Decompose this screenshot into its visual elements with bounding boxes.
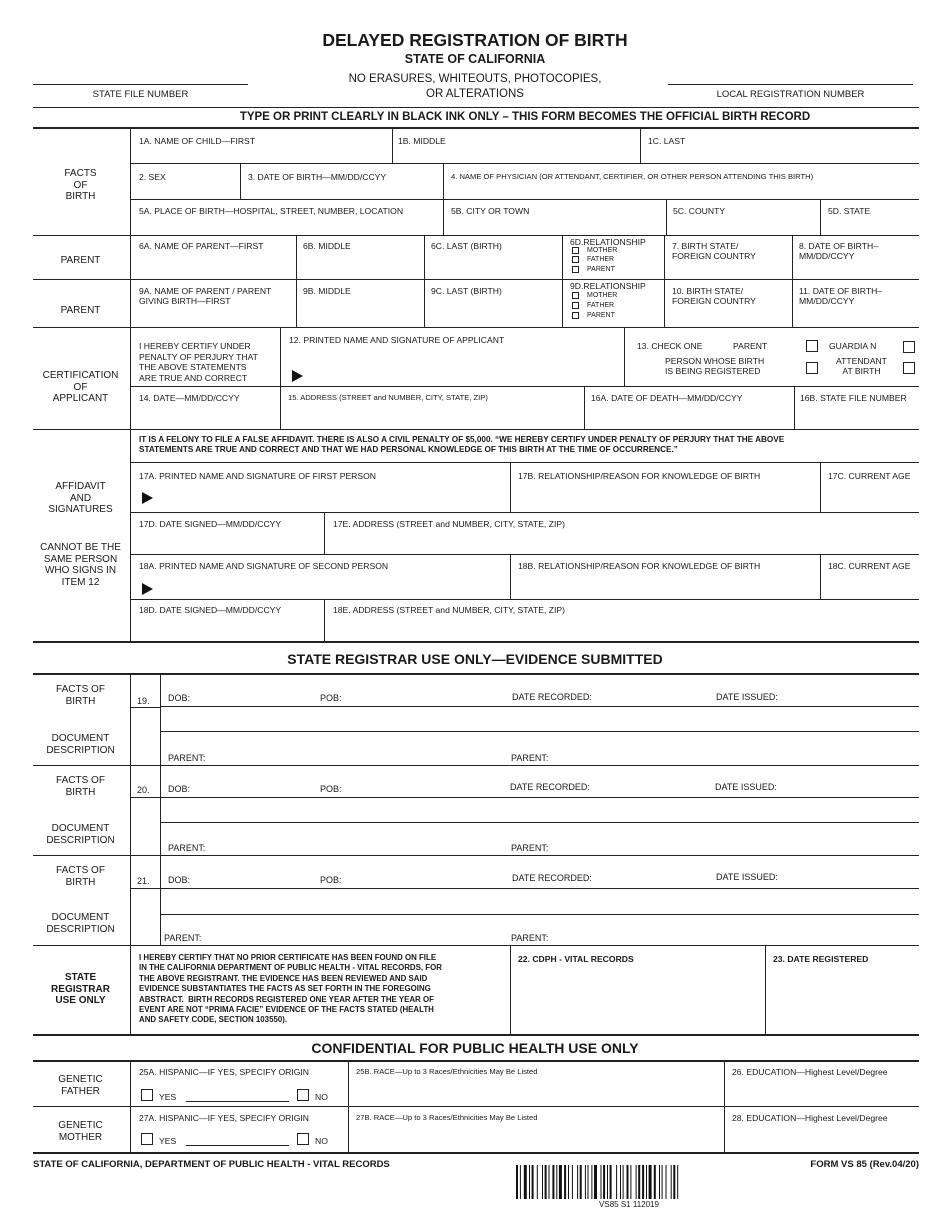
- father-race-input[interactable]: [349, 1080, 723, 1104]
- father-yes-label: YES: [159, 1092, 177, 1102]
- field-6d-label: 6D.RELATIONSHIP: [570, 237, 646, 247]
- barcode-bar: [532, 1165, 534, 1199]
- field-3-label: 3. DATE OF BIRTH—MM/DD/CCYY: [248, 172, 387, 182]
- field-7-label: 7. BIRTH STATE/ FOREIGN COUNTRY: [672, 241, 756, 261]
- barcode-bar: [524, 1165, 527, 1199]
- barcode-bar: [623, 1165, 624, 1199]
- second-person-address-input[interactable]: [325, 618, 919, 640]
- date-of-death-input[interactable]: [585, 406, 793, 428]
- parent1-date-of-birth-input[interactable]: [793, 262, 919, 278]
- checkbox-9d-mother[interactable]: [572, 292, 579, 299]
- field-17a-label: 17A. PRINTED NAME AND SIGNATURE OF FIRST PERSON: [139, 471, 377, 481]
- section-cannot-be: CANNOT BE THE SAME PERSON WHO SIGNS IN ITEM 12: [40, 542, 121, 588]
- barcode-bar: [627, 1165, 629, 1199]
- father-origin-input[interactable]: [186, 1101, 289, 1102]
- barcode-bar: [673, 1165, 675, 1199]
- sex-input[interactable]: [131, 164, 239, 198]
- field-25b-label: 25B. RACE—Up to 3 Races/Ethnicities May Be Listed: [356, 1067, 538, 1076]
- checkbox-6d-father[interactable]: [572, 256, 579, 263]
- field-18a-label: 18A. PRINTED NAME AND SIGNATURE OF SECOND PERSON: [139, 561, 389, 571]
- item-20-number: 20.: [137, 785, 150, 795]
- barcode-bar: [607, 1165, 608, 1199]
- field-16a-label: 16A. DATE OF DEATH—MM/DD/CCYY: [591, 393, 743, 403]
- parent1-first-name-input[interactable]: [131, 262, 295, 278]
- barcode-bar: [529, 1165, 530, 1199]
- parent-19-label-b: PARENT:: [511, 753, 549, 763]
- option-guardian-label: GUARDIA N: [829, 341, 877, 351]
- form-title: DELAYED REGISTRATION OF BIRTH: [322, 30, 628, 50]
- barcode-bar: [568, 1165, 569, 1199]
- child-last-name-input[interactable]: [641, 128, 919, 162]
- checkbox-father-hispanic-yes[interactable]: [141, 1089, 153, 1101]
- field-25a-label: 25A. HISPANIC—IF YES, SPECIFY ORIGIN: [139, 1067, 310, 1077]
- barcode-bar: [577, 1165, 578, 1199]
- checkbox-9d-father[interactable]: [572, 302, 579, 309]
- parent1-birth-state-input[interactable]: [665, 262, 791, 278]
- field-2-label: 2. SEX: [139, 172, 166, 182]
- barcode-bar: [616, 1165, 617, 1199]
- checkbox-9d-parent[interactable]: [572, 312, 579, 319]
- field-8-label: 8. DATE OF BIRTH-- MM/DD/CCYY: [799, 241, 879, 261]
- checkbox-mother-hispanic-yes[interactable]: [141, 1133, 153, 1145]
- mother-race-input[interactable]: [349, 1126, 723, 1150]
- rule: [160, 888, 919, 889]
- divider: [280, 327, 281, 386]
- child-middle-name-input[interactable]: [393, 128, 639, 162]
- checkbox-parent[interactable]: [806, 340, 818, 352]
- rule: [160, 797, 919, 798]
- dob-20-label: DOB:: [168, 784, 191, 794]
- barcode-bar: [603, 1165, 605, 1199]
- date-issued-20-label: DATE ISSUED:: [715, 782, 777, 792]
- section-parent-1: PARENT: [60, 255, 101, 266]
- form-note-line1: NO ERASURES, WHITEOUTS, PHOTOCOPIES,: [348, 73, 602, 85]
- barcode-bar: [552, 1165, 554, 1199]
- rule: [130, 888, 160, 889]
- divider: [562, 279, 563, 327]
- rule: [33, 1106, 919, 1107]
- barcode-bar: [520, 1165, 521, 1199]
- document-label-20: DOCUMENT DESCRIPTION: [46, 823, 115, 846]
- parent2-middle-name-input[interactable]: [297, 308, 423, 326]
- city-input[interactable]: [444, 200, 665, 234]
- rule: [130, 386, 919, 387]
- local-registration-number-label: LOCAL REGISTRATION NUMBER: [716, 89, 865, 100]
- parent1-middle-name-input[interactable]: [297, 262, 423, 278]
- barcode-bar: [636, 1165, 637, 1199]
- field-6c-label: 6C. LAST (BIRTH): [431, 241, 502, 251]
- field-27a-label: 27A. HISPANIC—IF YES, SPECIFY ORIGIN: [139, 1113, 310, 1123]
- barcode-bar: [620, 1165, 621, 1199]
- field-17e-label: 17E. ADDRESS (STREET and NUMBER, CITY, STATE, ZIP): [333, 519, 565, 529]
- field-6b-label: 6B. MIDDLE: [303, 241, 351, 251]
- barcode-bar: [588, 1165, 589, 1199]
- field-17c-label: 17C. CURRENT AGE: [828, 471, 911, 481]
- death-state-file-number-input[interactable]: [795, 406, 919, 428]
- checkbox-person[interactable]: [806, 362, 818, 374]
- field-6a-label: 6A. NAME OF PARENT—FIRST: [139, 241, 264, 251]
- label-9d-parent: PARENT: [587, 312, 615, 319]
- field-4-label: 4. NAME OF PHYSICIAN (OR ATTENDANT, CERTIFIER, OR OTHER PERSON ATTENDING THIS BIRTH): [451, 172, 814, 181]
- local-registration-number-field[interactable]: [668, 84, 913, 85]
- rule: [33, 641, 919, 643]
- field-28-label: 28. EDUCATION—Highest Level/Degree: [732, 1113, 888, 1123]
- barcode-bar: [580, 1165, 582, 1199]
- label-6d-father: FATHER: [587, 256, 615, 263]
- divider: [624, 327, 625, 386]
- field-11-label: 11. DATE OF BIRTH– MM/DD/CCYY: [799, 286, 883, 306]
- second-person-date-signed-input[interactable]: [131, 618, 323, 640]
- rule: [33, 429, 919, 430]
- field-18e-label: 18E. ADDRESS (STREET and NUMBER, CITY, STATE, ZIP): [333, 605, 565, 615]
- field-5a-label: 5A. PLACE OF BIRTH—HOSPITAL, STREET, NUMBER, LOCATION: [139, 206, 404, 216]
- parent2-birth-state-input[interactable]: [665, 308, 791, 326]
- field-26-label: 26. EDUCATION—Highest Level/Degree: [732, 1067, 888, 1077]
- rule: [130, 462, 919, 463]
- evidence-20-document-input[interactable]: [161, 799, 918, 821]
- facts-label-21: FACTS OF BIRTH: [56, 865, 105, 888]
- parent-20-label-a: PARENT:: [168, 843, 206, 853]
- parent2-date-of-birth-input[interactable]: [793, 308, 919, 326]
- checkbox-6d-mother[interactable]: [572, 247, 579, 254]
- option-parent-label: PARENT: [733, 341, 768, 351]
- rule: [160, 706, 919, 707]
- barcode-text: VS85 S1 112019: [599, 1200, 659, 1209]
- certify-statement: I HEREBY CERTIFY UNDER PENALTY OF PERJURY THAT THE ABOVE STATEMENTS ARE TRUE AND CORRECT: [139, 341, 258, 383]
- barcode-bar: [572, 1165, 573, 1199]
- field-18c-label: 18C. CURRENT AGE: [828, 561, 911, 571]
- rule: [33, 327, 919, 328]
- date-of-birth-input[interactable]: [241, 164, 442, 198]
- date-recorded-21-label: DATE RECORDED:: [512, 873, 592, 883]
- certification-date-input[interactable]: [131, 406, 279, 428]
- pob-20-label: POB:: [320, 784, 342, 794]
- section-certification: CERTIFICATION OF APPLICANT: [42, 370, 119, 404]
- facts-label-20: FACTS OF BIRTH: [56, 775, 105, 798]
- checkbox-father-hispanic-no[interactable]: [297, 1089, 309, 1101]
- instructions: TYPE OR PRINT CLEARLY IN BLACK INK ONLY – THIS FORM BECOMES THE OFFICIAL BIRTH RECORD: [239, 111, 811, 123]
- field-1c-label: 1C. LAST: [648, 136, 686, 146]
- item-21-number: 21.: [137, 876, 150, 886]
- option-attendant-label: ATTENDANT AT BIRTH: [836, 356, 887, 376]
- barcode-bar: [659, 1165, 660, 1199]
- physician-name-input[interactable]: [444, 164, 919, 198]
- felony-warning: IT IS A FELONY TO FILE A FALSE AFFIDAVIT. THERE IS ALSO A CIVIL PENALTY OF $5,000. “WE HEREBY CERTIFY UNDER PENALTY OF PERJURY THAT THE ABOVE STATEMENTS ARE TRUE AND CORRECT AND THAT WE HAD PERSONAL KNOWLEDGE OF THIS BIRTH AT THE TIME OF OCCURRENCE.”: [139, 435, 785, 454]
- rule: [33, 235, 919, 236]
- dob-21-label: DOB:: [168, 875, 191, 885]
- first-person-date-signed-input[interactable]: [131, 532, 323, 553]
- rule: [160, 914, 919, 915]
- barcode-bar: [591, 1165, 592, 1199]
- field-9c-label: 9C. LAST (BIRTH): [431, 286, 502, 296]
- cdph-vital-records-input[interactable]: [511, 968, 764, 1032]
- barcode-bar: [559, 1165, 562, 1199]
- date-issued-19-label: DATE ISSUED:: [716, 692, 778, 702]
- pob-21-label: POB:: [320, 875, 342, 885]
- label-6d-mother: MOTHER: [587, 247, 618, 254]
- field-1a-label: 1A. NAME OF CHILD—FIRST: [139, 136, 256, 146]
- barcode-bar: [662, 1165, 663, 1199]
- rule: [33, 279, 919, 280]
- field-10-label: 10. BIRTH STATE/ FOREIGN COUNTRY: [672, 286, 756, 306]
- genetic-father-label: GENETIC FATHER: [58, 1074, 103, 1097]
- signature-arrow-icon: [142, 583, 153, 595]
- rule: [33, 1034, 919, 1036]
- section-facts-of-birth: FACTS OF BIRTH: [64, 168, 97, 202]
- field-14-label: 14. DATE—MM/DD/CCYY: [139, 393, 240, 403]
- state-file-number-field[interactable]: [33, 84, 248, 85]
- footer-form-number: FORM VS 85 (Rev.04/20): [810, 1159, 919, 1170]
- label-9d-mother: MOTHER: [587, 292, 618, 299]
- registrar-certify-text: I HEREBY CERTIFY THAT NO PRIOR CERTIFICATE HAS BEEN FOUND ON FILE IN THE CALIFORNIA DEPARTMENT OF PUBLIC HEALTH - VITAL RECORDS, FOR THE ABOVE REGISTRANT. THE EVIDENCE HAS BEEN REVIEWED AND SAID EVIDENCE SUBSTANTIATES THE FACTS AS SET FORTH IN THE FOREGOING ABSTRACT. BIRTH RECORDS REGISTERED ONE YEAR AFTER THE YEAR OF EVENT ARE NOT “PRIMA FACIE” EVIDENCE OF THE FACTS STATED (HEALTH AND SAFETY CODE, SECTION 103550).: [139, 953, 442, 1025]
- place-of-birth-input[interactable]: [131, 200, 442, 234]
- field-5c-label: 5C. COUNTY: [673, 206, 726, 216]
- signature-arrow-icon: [292, 370, 303, 382]
- rule: [130, 599, 919, 600]
- second-person-age-input[interactable]: [821, 574, 919, 598]
- field-17d-label: 17D. DATE SIGNED—MM/DD/CCYY: [139, 519, 282, 529]
- first-person-age-input[interactable]: [821, 484, 919, 510]
- date-recorded-19-label: DATE RECORDED:: [512, 692, 592, 702]
- parent2-first-name-input[interactable]: [131, 308, 295, 326]
- barcode-bar: [642, 1165, 644, 1199]
- barcode-bar: [677, 1165, 678, 1199]
- rule: [33, 855, 919, 856]
- facts-label-19: FACTS OF BIRTH: [56, 684, 105, 707]
- genetic-mother-label: GENETIC MOTHER: [58, 1120, 103, 1143]
- state-file-number-label: STATE FILE NUMBER: [92, 89, 189, 100]
- mother-no-label: NO: [315, 1136, 328, 1146]
- rule: [33, 673, 919, 675]
- dob-19-label: DOB:: [168, 693, 191, 703]
- checkbox-guardian[interactable]: [903, 341, 915, 353]
- signature-arrow-icon: [142, 492, 153, 504]
- rule: [33, 765, 919, 766]
- registrar-heading: STATE REGISTRAR USE ONLY—EVIDENCE SUBMITTED: [287, 651, 663, 667]
- mother-education-input[interactable]: [725, 1126, 919, 1150]
- father-no-label: NO: [315, 1092, 328, 1102]
- barcode-bar: [545, 1165, 547, 1199]
- date-registered-input[interactable]: [766, 968, 919, 1032]
- barcode: [516, 1165, 742, 1199]
- field-18d-label: 18D. DATE SIGNED—MM/DD/CCYY: [139, 605, 282, 615]
- rule: [130, 707, 160, 708]
- field-18b-label: 18B. RELATIONSHIP/REASON FOR KNOWLEDGE OF BIRTH: [518, 561, 761, 571]
- second-person-signature-input[interactable]: [160, 574, 506, 598]
- barcode-bar: [649, 1165, 652, 1199]
- rule: [160, 731, 919, 732]
- checkbox-attendant[interactable]: [903, 362, 915, 374]
- field-23-label: 23. DATE REGISTERED: [773, 954, 869, 964]
- rule: [33, 945, 919, 946]
- rule: [33, 1152, 919, 1154]
- mother-origin-input[interactable]: [186, 1145, 289, 1146]
- barcode-bar: [666, 1165, 667, 1199]
- evidence-21-document-input[interactable]: [161, 890, 918, 913]
- rule: [130, 797, 160, 798]
- pob-19-label: POB:: [320, 693, 342, 703]
- second-person-relationship-input[interactable]: [511, 574, 819, 598]
- date-issued-21-label: DATE ISSUED:: [716, 872, 778, 882]
- divider: [130, 945, 131, 1034]
- field-13-label: 13. CHECK ONE: [637, 341, 703, 351]
- parent-20-label-b: PARENT:: [511, 843, 549, 853]
- state-input[interactable]: [821, 200, 919, 234]
- section-affidavit: AFFIDAVIT AND SIGNATURES: [48, 481, 113, 515]
- checkbox-mother-hispanic-no[interactable]: [297, 1133, 309, 1145]
- rule: [160, 822, 919, 823]
- barcode-bar: [542, 1165, 543, 1199]
- barcode-bar: [549, 1165, 550, 1199]
- father-education-input[interactable]: [725, 1080, 919, 1104]
- barcode-bar: [610, 1165, 612, 1199]
- field-9a-label: 9A. NAME OF PARENT / PARENT GIVING BIRTH—FIRST: [139, 286, 272, 306]
- field-12-label: 12. PRINTED NAME AND SIGNATURE OF APPLICANT: [289, 335, 505, 345]
- applicant-signature-input[interactable]: [310, 360, 620, 384]
- barcode-bar: [516, 1165, 518, 1199]
- header-rule: [33, 107, 919, 108]
- barcode-bar: [630, 1165, 631, 1199]
- barcode-bar: [564, 1165, 566, 1199]
- divider: [130, 673, 131, 945]
- field-5d-label: 5D. STATE: [828, 206, 871, 216]
- field-16b-label: 16B. STATE FILE NUMBER: [800, 393, 907, 403]
- parent-21-label-b: PARENT:: [511, 933, 549, 943]
- field-5b-label: 5B. CITY OR TOWN: [451, 206, 530, 216]
- form-note-line2: OR ALTERATIONS: [426, 88, 524, 100]
- first-person-signature-input[interactable]: [160, 484, 506, 510]
- barcode-bar: [585, 1165, 586, 1199]
- form-state: STATE OF CALIFORNIA: [404, 52, 546, 66]
- barcode-bar: [601, 1165, 602, 1199]
- barcode-graphic: [516, 1165, 742, 1199]
- barcode-bar: [537, 1165, 538, 1199]
- field-1b-label: 1B. MIDDLE: [398, 136, 446, 146]
- barcode-bar: [654, 1165, 656, 1199]
- document-label-19: DOCUMENT DESCRIPTION: [46, 733, 115, 756]
- parent2-last-name-input[interactable]: [425, 308, 561, 326]
- applicant-address-input[interactable]: [281, 406, 583, 428]
- state-registrar-label: STATE REGISTRAR USE ONLY: [51, 972, 110, 1006]
- field-15-label: 15. ADDRESS (STREET and NUMBER, CITY, STATE, ZIP): [288, 393, 488, 402]
- barcode-bar: [594, 1165, 597, 1199]
- label-6d-parent: PARENT: [587, 266, 615, 273]
- parent-19-label-a: PARENT:: [168, 753, 206, 763]
- barcode-bar: [556, 1165, 557, 1199]
- barcode-bar: [638, 1165, 640, 1199]
- section-parent-2: PARENT: [60, 305, 101, 316]
- field-22-label: 22. CDPH - VITAL RECORDS: [518, 954, 634, 964]
- parent1-last-name-input[interactable]: [425, 262, 561, 278]
- evidence-19-document-input[interactable]: [161, 708, 918, 730]
- option-person-label: PERSON WHOSE BIRTH IS BEING REGISTERED: [665, 356, 765, 376]
- field-9d-label: 9D.RELATIONSHIP: [570, 281, 646, 291]
- rule: [33, 1060, 919, 1062]
- footer-department: STATE OF CALIFORNIA, DEPARTMENT OF PUBLIC HEALTH - VITAL RECORDS: [33, 1159, 390, 1170]
- county-input[interactable]: [667, 200, 819, 234]
- first-person-address-input[interactable]: [325, 532, 919, 553]
- first-person-relationship-input[interactable]: [511, 484, 819, 510]
- parent-21-label-a: PARENT:: [164, 933, 202, 943]
- mother-yes-label: YES: [159, 1136, 177, 1146]
- confidential-heading: CONFIDENTIAL FOR PUBLIC HEALTH USE ONLY: [311, 1040, 639, 1056]
- field-9b-label: 9B. MIDDLE: [303, 286, 351, 296]
- field-17b-label: 17B. RELATIONSHIP/REASON FOR KNOWLEDGE OF BIRTH: [518, 471, 761, 481]
- item-19-number: 19.: [137, 696, 150, 706]
- barcode-bar: [671, 1165, 672, 1199]
- label-9d-father: FATHER: [587, 302, 615, 309]
- rule: [130, 554, 919, 555]
- divider: [562, 235, 563, 279]
- document-label-21: DOCUMENT DESCRIPTION: [46, 912, 115, 935]
- rule: [130, 512, 919, 513]
- barcode-bar: [646, 1165, 647, 1199]
- field-27b-label: 27B. RACE—Up to 3 Races/Ethnicities May Be Listed: [356, 1113, 538, 1122]
- date-recorded-20-label: DATE RECORDED:: [510, 782, 590, 792]
- checkbox-6d-parent[interactable]: [572, 266, 579, 273]
- child-first-name-input[interactable]: [131, 128, 391, 162]
